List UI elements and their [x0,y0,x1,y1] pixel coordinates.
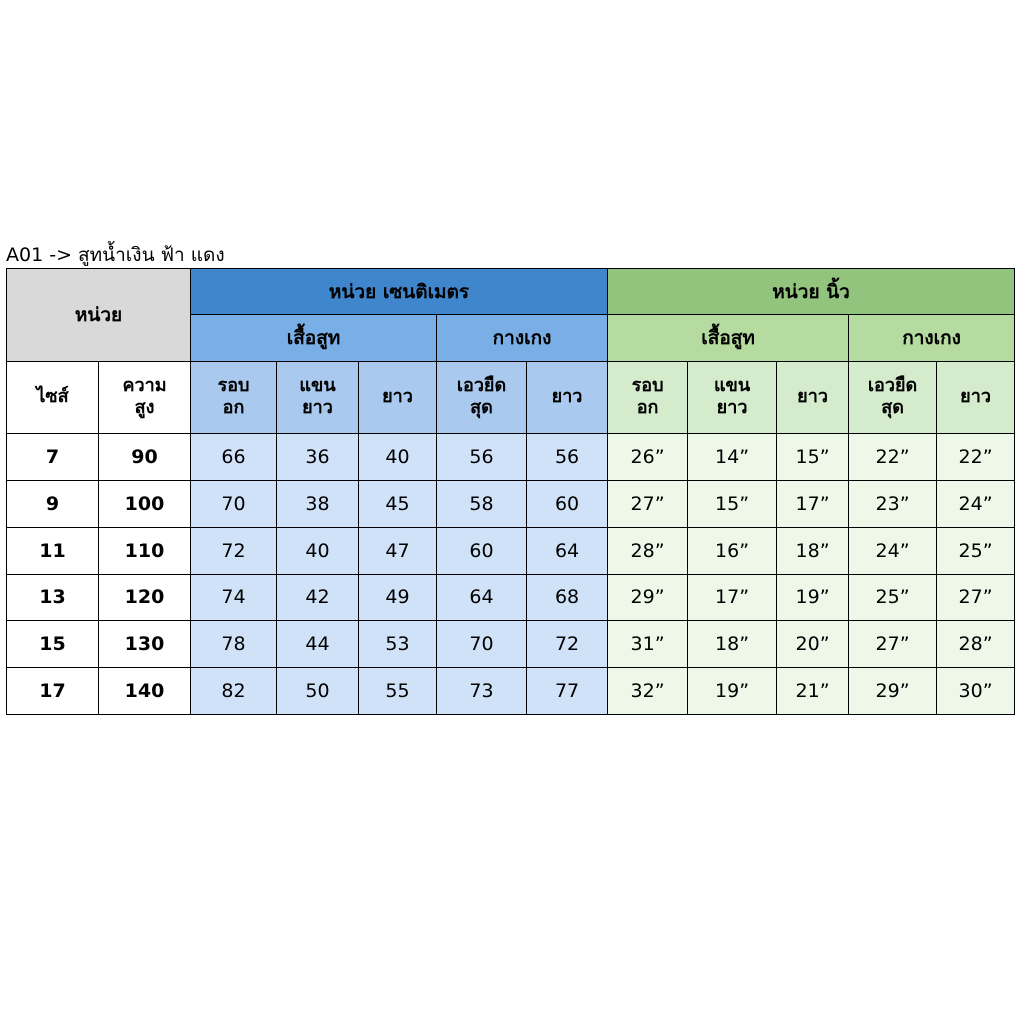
cm-chest-cell: 78 [191,621,277,668]
cm-chest-cell: 70 [191,480,277,527]
cm-pants-length-cell: 68 [527,574,608,621]
cm-sleeve-cell: 38 [277,480,359,527]
inch-sleeve-cell: 18” [688,621,777,668]
cm-waist-cell: 56 [437,434,527,481]
size-cell: 17 [7,668,99,715]
inch-suit-length-cell: 20” [777,621,849,668]
cm-suit-length-cell: 47 [359,527,437,574]
size-cell: 7 [7,434,99,481]
unit-header: หน่วย [7,269,191,362]
cm-waist-cell: 60 [437,527,527,574]
inch-pants-length-cell: 30” [937,668,1015,715]
cm-pants-length-cell: 56 [527,434,608,481]
table-row [7,480,1015,527]
height-column-header: ความ สูง [99,361,191,434]
inch-pants-length-cell: 27” [937,574,1015,621]
cm-sleeve-header: แขน ยาว [277,361,359,434]
table-row [7,434,1015,481]
cm-chest-cell: 72 [191,527,277,574]
inch-pants-length-cell: 24” [937,480,1015,527]
cm-waist-cell: 70 [437,621,527,668]
height-cell: 130 [99,621,191,668]
inch-chest-cell: 29” [608,574,688,621]
cm-suit-header: เสื้อสูท [191,315,437,361]
cm-pants-length-cell: 77 [527,668,608,715]
inch-chest-cell: 32” [608,668,688,715]
inch-chest-cell: 31” [608,621,688,668]
cm-pants-length-cell: 64 [527,527,608,574]
cm-sleeve-cell: 40 [277,527,359,574]
size-cell: 9 [7,480,99,527]
inch-sleeve-cell: 19” [688,668,777,715]
cm-pants-length-cell: 60 [527,480,608,527]
size-cell: 13 [7,574,99,621]
inch-pants-length-cell: 22” [937,434,1015,481]
cm-waist-cell: 64 [437,574,527,621]
inch-waist-cell: 24” [849,527,937,574]
inch-waist-header: เอวยืด สุด [849,361,937,434]
cm-chest-cell: 82 [191,668,277,715]
table-row [7,668,1015,715]
inch-waist-cell: 29” [849,668,937,715]
height-cell: 90 [99,434,191,481]
cm-waist-header: เอวยืด สุด [437,361,527,434]
cm-sleeve-cell: 42 [277,574,359,621]
cm-pants-header: กางเกง [437,315,608,361]
height-cell: 120 [99,574,191,621]
inch-chest-cell: 27” [608,480,688,527]
inch-suit-length-header: ยาว [777,361,849,434]
inch-unit-header: หน่วย นิ้ว [608,269,1015,315]
inch-sleeve-cell: 17” [688,574,777,621]
cm-suit-length-cell: 55 [359,668,437,715]
cm-sleeve-cell: 50 [277,668,359,715]
inch-sleeve-cell: 16” [688,527,777,574]
cm-pants-length-cell: 72 [527,621,608,668]
table-row [7,527,1015,574]
cm-suit-length-cell: 40 [359,434,437,481]
height-cell: 110 [99,527,191,574]
inch-pants-length-header: ยาว [937,361,1015,434]
size-column-header: ไซส์ [7,361,99,434]
cm-sleeve-cell: 44 [277,621,359,668]
cm-suit-length-cell: 53 [359,621,437,668]
inch-pants-length-cell: 28” [937,621,1015,668]
inch-sleeve-header: แขน ยาว [688,361,777,434]
table-row [7,621,1015,668]
inch-suit-length-cell: 15” [777,434,849,481]
inch-pants-header: กางเกง [849,315,1015,361]
height-cell: 140 [99,668,191,715]
inch-chest-header: รอบ อก [608,361,688,434]
inch-suit-length-cell: 19” [777,574,849,621]
height-cell: 100 [99,480,191,527]
inch-suit-header: เสื้อสูท [608,315,849,361]
cm-sleeve-cell: 36 [277,434,359,481]
inch-waist-cell: 27” [849,621,937,668]
table-caption: A01 -> สูทน้ำเงิน ฟ้า แดง [6,244,225,266]
size-cell: 11 [7,527,99,574]
inch-pants-length-cell: 25” [937,527,1015,574]
cm-chest-header: รอบ อก [191,361,277,434]
cm-suit-length-header: ยาว [359,361,437,434]
cm-waist-cell: 73 [437,668,527,715]
inch-sleeve-cell: 15” [688,480,777,527]
inch-chest-cell: 28” [608,527,688,574]
size-rows [7,434,1015,715]
inch-chest-cell: 26” [608,434,688,481]
cm-chest-cell: 74 [191,574,277,621]
inch-waist-cell: 22” [849,434,937,481]
size-chart-table [6,268,1015,715]
inch-suit-length-cell: 17” [777,480,849,527]
cm-unit-header: หน่วย เซนติเมตร [191,269,608,315]
inch-suit-length-cell: 18” [777,527,849,574]
table-row [7,574,1015,621]
size-cell: 15 [7,621,99,668]
cm-suit-length-cell: 49 [359,574,437,621]
inch-suit-length-cell: 21” [777,668,849,715]
cm-chest-cell: 66 [191,434,277,481]
cm-pants-length-header: ยาว [527,361,608,434]
inch-waist-cell: 25” [849,574,937,621]
cm-suit-length-cell: 45 [359,480,437,527]
inch-waist-cell: 23” [849,480,937,527]
cm-waist-cell: 58 [437,480,527,527]
inch-sleeve-cell: 14” [688,434,777,481]
